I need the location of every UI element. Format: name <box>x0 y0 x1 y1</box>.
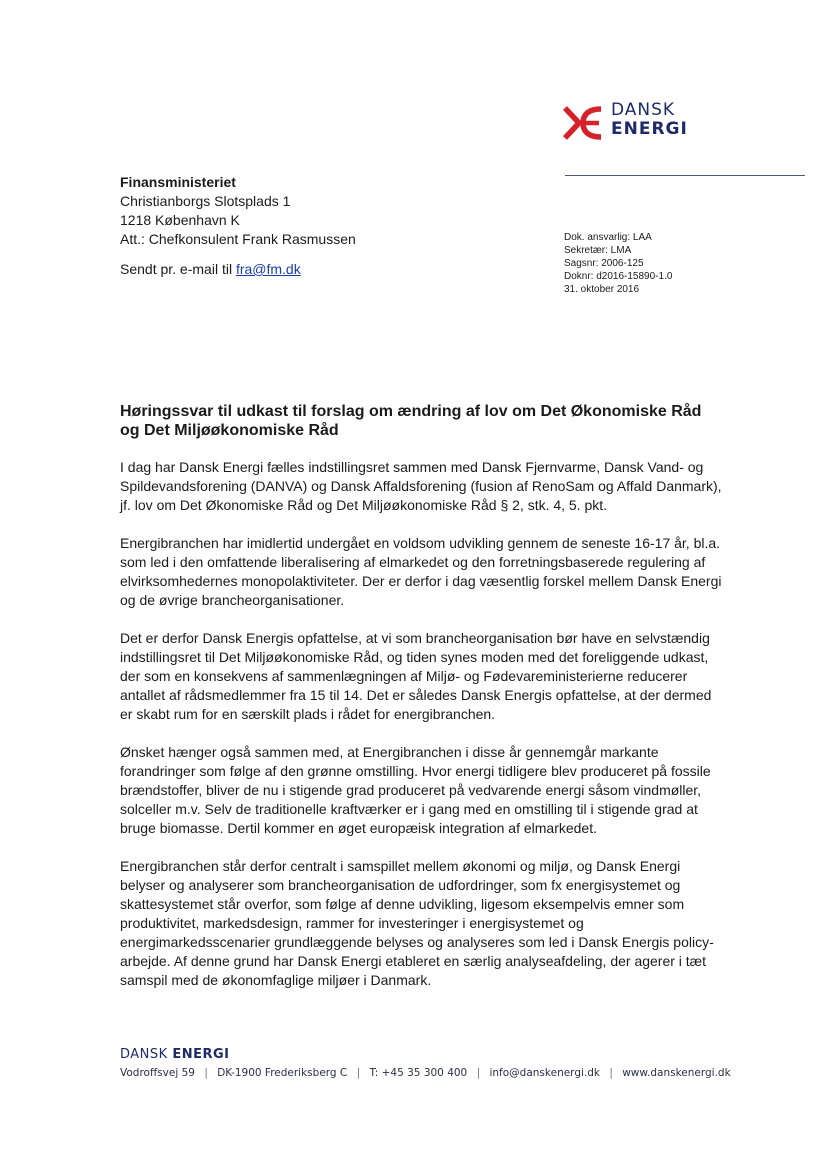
document-metadata <box>564 231 672 296</box>
meta-responsible: Dok. ansvarlig: LAA <box>564 232 652 243</box>
letter-title: Høringssvar til udkast til forslag om ændring af lov om Det Økonomiske Råd og Det Miljøøkonomiske Råd <box>120 403 702 439</box>
recipient-street: Christianborgs Slotsplads 1 <box>120 193 291 209</box>
footer-separator: | <box>356 1067 361 1079</box>
body-paragraph: Energibranchen står derfor centralt i samspillet mellem økonomi og miljø, og Dansk Energi belyser og analyserer som brancheorganisation de udfordringer, som fx energisystemet og skattesystemet står overfor, som følge af denne udvikling, ligesom eksempelvis emner som produktivitet, markedsdesign, rammer for investeringer i energisystemet og energimarkedsscenarier grundlæggende belyses og analyseres som led i Dansk Energis policy-arbejde. Af denne grund har Dansk Energi etableret en særlig analyseafdeling, der agerer i tæt samspil med de økonomfaglige miljøer i Danmark. <box>120 858 714 988</box>
meta-case-number: Sagsnr: 2006-125 <box>564 258 644 269</box>
body-paragraph: Ønsket hænger også sammen med, at Energibranchen i disse år gennemgår markante forandringer som følge af den grønne omstilling. Hvor energi tidligere blev produceret på fossile brændstoffer, bliver de nu i stigende grad produceret på vedvarende energi såsom vindmøller, solceller m.v. Selv de traditionelle kraftværker er i gang med en omstilling til i stigende grad at bruge biomasse. Dertil kommer en øget europæisk integration af elmarkedet. <box>120 744 711 836</box>
footer-address: Vodroffsvej 59 <box>120 1067 195 1079</box>
footer-separator: | <box>204 1067 208 1079</box>
recipient-email-link[interactable]: fra@fm.dk <box>235 261 301 277</box>
footer-brand-bold: ENERGI <box>172 1047 230 1062</box>
footer-contact <box>120 1067 740 1079</box>
body-paragraph: Det er derfor Dansk Energis opfattelse, at vi som brancheorganisation bør have en selvstændig indstillingsret til Det Miljøøkonomiske Råd, og tiden synes moden med det foreliggende udkast, der som en konsekvens af sammenlægningen af Miljø- og Fødevareministerierne reducerer antallet af rådsmedlemmer fra 15 til 14. Det er således Dansk Energis opfattelse, at der dermed er skabt rum for en særskilt plads i rådet for energibranchen. <box>120 630 712 722</box>
letter-body <box>120 458 726 1009</box>
meta-secretary: Sekretær: LMA <box>564 245 632 256</box>
dansk-energi-mark-icon <box>562 101 604 145</box>
logo-line-1: DANSK <box>611 100 676 120</box>
footer-email[interactable]: info@danskenergi.dk <box>489 1067 600 1079</box>
logo-wordmark <box>611 101 688 139</box>
footer-postal: DK-1900 Frederiksberg C <box>217 1067 348 1079</box>
body-paragraph: I dag har Dansk Energi fælles indstillingsret sammen med Dansk Fjernvarme, Dansk Vand- og Spildevandsforening (DANVA) og Dansk Affaldsforening (fusion af RenoSam og Affald Danmark), jf. lov om Det Økonomiske Råd og Det Miljøøkonomiske Råd § 2, stk. 4, 5. pkt. <box>120 459 722 513</box>
body-paragraph: Energibranchen har imidlertid undergået en voldsom udvikling gennem de seneste 16-17 år, bl.a. som led i den omfattende liberalisering af elmarkedet og den forretningsbaserede regulering af elvirksomhedernes monopolaktiviteter. Der er derfor i dag væsentlig forskel mellem Dansk Energi og de øvrige brancheorganisationer. <box>120 535 722 608</box>
meta-document-number: Doknr: d2016-15890-1.0 <box>564 271 673 282</box>
footer-brand <box>120 1047 740 1062</box>
logo-line-2: ENERGI <box>611 119 688 139</box>
footer-phone: T: +45 35 300 400 <box>369 1067 468 1079</box>
header-divider <box>565 175 805 176</box>
dansk-energi-logo <box>562 101 712 145</box>
meta-date: 31. oktober 2016 <box>564 284 640 295</box>
recipient-address <box>120 173 356 249</box>
recipient-attention: Att.: Chefkonsulent Frank Rasmussen <box>120 231 356 247</box>
footer-separator: | <box>609 1067 613 1079</box>
footer <box>120 1047 740 1079</box>
footer-web[interactable]: www.danskenergi.dk <box>622 1067 731 1079</box>
sent-by-email-line <box>120 261 301 277</box>
footer-separator: | <box>476 1067 481 1079</box>
recipient-org: Finansministeriet <box>120 174 236 190</box>
sent-prefix: Sendt pr. e-mail til <box>120 261 236 277</box>
recipient-city: 1218 København K <box>120 212 240 228</box>
footer-brand-light: DANSK <box>120 1047 173 1062</box>
